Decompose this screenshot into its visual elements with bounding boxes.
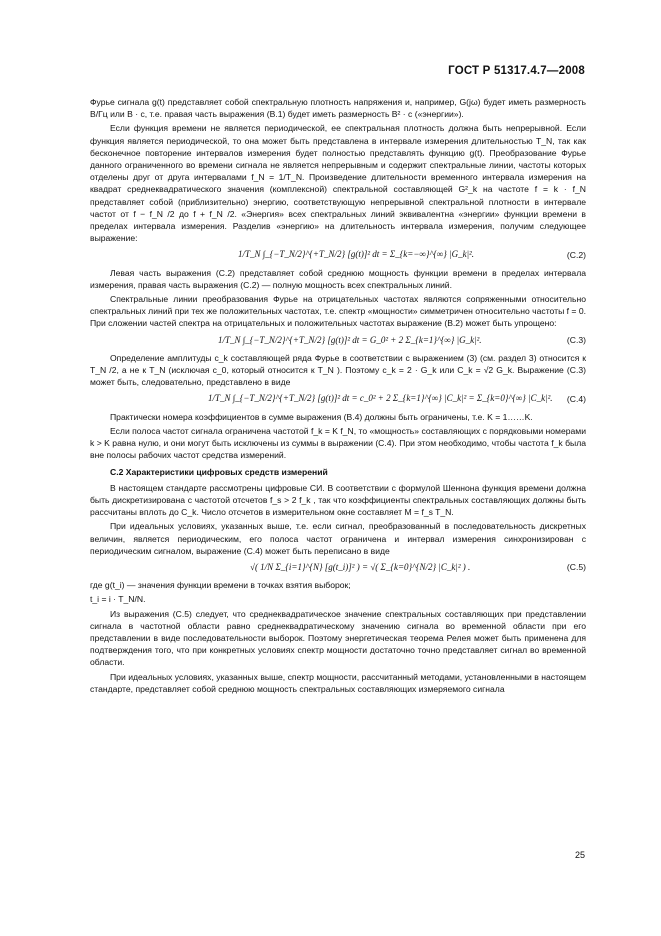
paragraph: При идеальных условиях, указанных выше, т.е. если сигнал, преобразованный в последовательность дискретных величин, является периодическим, его полоса частот ограничена и интервал измерения синхронизирован с периодическим сигналом, выражение (С.4) может быть переписано в виде (90, 521, 586, 556)
paragraph: Определение амплитуды c_k составляющей ряда Фурье в соответствии с выражением (3) (см. раздел 3) относится к T_N /2, а не к T_N (исключая c_0, который относится к T_N ). Поэтому c_k = 2 · G_k или C_k = √2 G_k. Выражение (С.3) может быть, следовательно, представлено в виде (90, 352, 586, 388)
equation-c2 (90, 248, 586, 260)
equation-expression: 1/T_N ∫_{−T_N/2}^{+T_N/2} [g(t)]² dt = c_0² + 2 Σ_{k=1}^{∞} |C_k|² = Σ_{k=0}^{∞} |C_k|². (208, 393, 553, 404)
equation-number: (С.4) (566, 393, 586, 404)
equation-number: (С.5) (566, 561, 586, 572)
paragraph: В настоящем стандарте рассмотрены цифровые СИ. В соответствии с формулой Шеннона функция времени должна быть дискретизирована с частотой отсчетов f_s > 2 f_k , так что коэффициенты спектральных составляющих должны быть рассчитаны вплоть до C_k. Число отсчетов в измерительном окне составляет M = f_s T_N. (90, 482, 586, 518)
page-content (90, 96, 586, 697)
paragraph: При идеальных условиях, указанных выше, спектр мощности, рассчитанный методами, установленными в настоящем стандарте, представляет собой среднюю мощность спектральных составляющих измеряемого сигнала (90, 671, 586, 694)
equation-c4 (90, 392, 586, 404)
where-clause: t_i = i · T_N/N. (90, 594, 146, 605)
equation-number: (С.3) (566, 334, 586, 345)
equation-expression: 1/T_N ∫_{−T_N/2}^{+T_N/2} [g(t)]² dt = G_0² + 2 Σ_{k=1}^{∞} |G_k|². (218, 334, 482, 345)
page-number: 25 (574, 850, 585, 860)
equation-expression: 1/T_N ∫_{−T_N/2}^{+T_N/2} [g(t)]² dt = Σ_{k=−∞}^{∞} |G_k|². (238, 249, 475, 260)
paragraph: Из выражения (С.5) следует, что среднеквадратическое значение спектральных составляющих при представлении сигнала в частотной области равно среднеквадратическому значению сигнала во временной области при его представлении в виде последовательности выборок. Поэтому энергетическая теорема Релея может быть применена для подтверждения того, что при конкретных условиях спектр мощности достаточно точно представляет сигнал во временной области. (90, 608, 586, 668)
equation-c3 (90, 334, 586, 346)
paragraph: Спектральные линии преобразования Фурье на отрицательных частотах являются сопряженными относительно спектральных линий при тех же положительных частотах, т.е. спектр «мощности» симметричен относительно частоты f = 0. При сложении частей спектра на отрицательных и положительных частотах выражение (В.2) может быть упрощено: (90, 294, 586, 329)
paragraph: Практически номера коэффициентов в сумме выражения (В.4) должны быть ограничены, т.е. K = 1……K. (110, 411, 533, 422)
paragraph: Левая часть выражения (С.2) представляет собой среднюю мощность функции времени в пределах интервала измерения, правая часть выражения (С.2) — полную мощность всех спектральных линий. (90, 267, 586, 290)
paragraph: Фурье сигнала g(t) представляет собой спектральную плотность напряжения и, например, G(jω) будет иметь размерность В/Гц или В · с, т.е. правая часть выражения (В.1) будет иметь размерность В² · с («энергии»). (90, 97, 586, 120)
equation-c5 (90, 561, 586, 573)
where-clause: где g(t_i) — значения функции времени в точках взятия выборок; (90, 580, 351, 591)
paragraph: Если полоса частот сигнала ограничена частотой f_k = K f_N, то «мощность» составляющих с порядковыми номерами k > K равна нулю, и они могут быть исключены из суммы в выражении (С.4). При этом необходимо, чтобы частота f_k была вне полосы рабочих частот средства измерений. (90, 425, 586, 461)
document-header: ГОСТ Р 51317.4.7—2008 (448, 65, 585, 77)
equation-number: (С.2) (566, 249, 586, 260)
equation-expression: √( 1/N Σ_{i=1}^{N} [g(t_i)]² ) = √( Σ_{k=0}^{N/2} |C_k|² ) . (250, 561, 471, 572)
section-heading: С.2 Характеристики цифровых средств измерений (110, 467, 328, 478)
paragraph: Если функция времени не является периодической, ее спектральная плотность должна быть непрерывной. Если функция является периодической, то она может быть представлена в интервале измерения длительностью T_N, так как бесконечное повторение интервалов измерения будет полностью представлять функцию g(t). Преобразование Фурье данного ограниченного во времени сигнала не является непрерывным и содержит спектральные линии, частоты которых отделены друг от друга интервалами f_N = 1/T_N. Произведение длительности временного интервала измерения на квадрат среднеквадратического значения (комплексной) спектральной составляющей G²_k на частоте f = k · f_N представляет собой (приблизительно) энергию, соответствующую непрерывной спектральной плотности в интервале частот от f − f_N /2 до f + f_N /2. «Энергия» всех спектральных линий эквивалентна «энергии» функции времени в пределах интервала измерения. Разделив «энергию» на длительность интервала измерения, получим следующее выражение: (90, 123, 586, 244)
